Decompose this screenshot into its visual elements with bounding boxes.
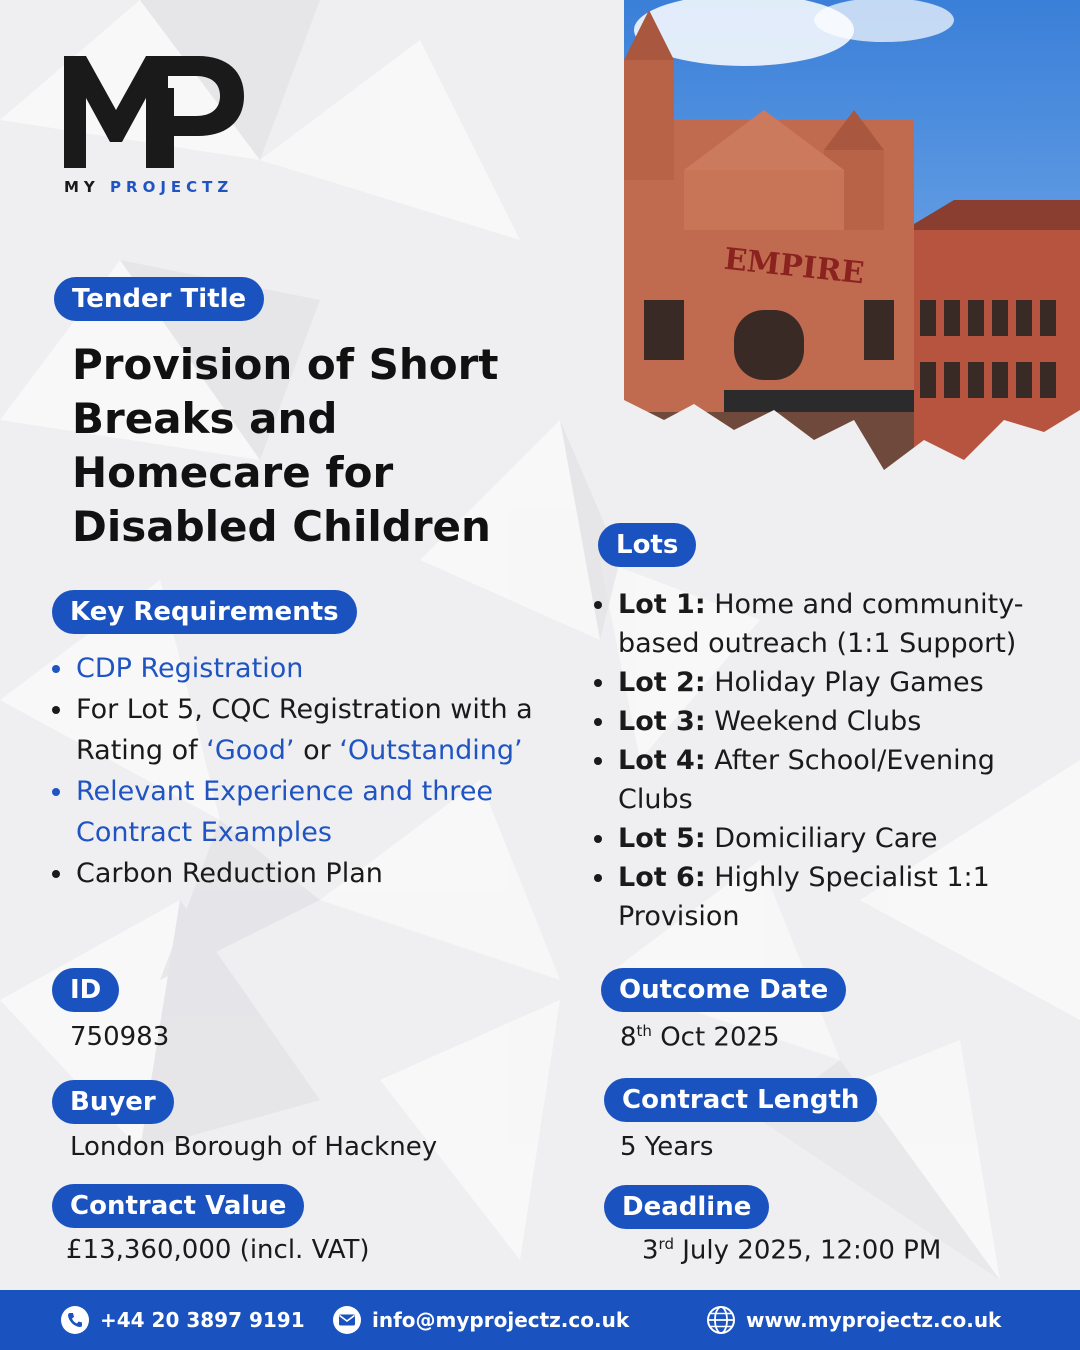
list-item: Lot 6: Highly Specialist 1:1 Provision (590, 858, 1060, 936)
list-item: Lot 4: After School/Evening Clubs (590, 741, 1060, 819)
list-item: Lot 1: Home and community-based outreach (1:1 Support) (590, 585, 1060, 663)
id-value: 750983 (70, 1022, 170, 1052)
mail-icon (332, 1305, 362, 1335)
deadline-value: 3rd July 2025, 12:00 PM (642, 1235, 942, 1266)
list-item: CDP Registration (48, 648, 568, 689)
contract-value: £13,360,000 (incl. VAT) (66, 1235, 370, 1265)
list-item: For Lot 5, CQC Registration with a Rating of ‘Good’ or ‘Outstanding’ (48, 689, 568, 771)
list-item: Lot 5: Domiciliary Care (590, 819, 1060, 858)
footer-email[interactable]: info@myprojectz.co.uk (332, 1290, 629, 1350)
list-item: Carbon Reduction Plan (48, 853, 568, 894)
list-item: Lot 3: Weekend Clubs (590, 702, 1060, 741)
contract-length-value: 5 Years (620, 1132, 714, 1162)
contract-length-label: Contract Length (604, 1078, 877, 1122)
footer-website[interactable]: www.myprojectz.co.uk (706, 1290, 1001, 1350)
footer-phone[interactable]: +44 20 3897 9191 (60, 1290, 305, 1350)
footer-contact-bar (0, 1290, 1080, 1350)
requirements-list (48, 648, 568, 894)
lots-list (590, 585, 1060, 936)
globe-icon (706, 1305, 736, 1335)
phone-icon (60, 1305, 90, 1335)
list-item: Lot 2: Holiday Play Games (590, 663, 1060, 702)
photo-sign-text: EMPIRE (722, 241, 866, 292)
outcome-date-label: Outcome Date (601, 968, 846, 1012)
list-item: Relevant Experience and three Contract Examples (48, 771, 568, 853)
brand-wordmark: MY PROJECTZ (64, 178, 234, 196)
buyer-label: Buyer (52, 1080, 174, 1124)
outcome-date-value: 8th Oct 2025 (620, 1022, 780, 1053)
empire-theatre-photo (624, 0, 1080, 520)
deadline-label: Deadline (604, 1185, 769, 1229)
lots-label: Lots (598, 523, 696, 567)
tender-title-label: Tender Title (54, 277, 264, 321)
tender-title: Provision of Short Breaks and Homecare for Disabled Children (72, 340, 499, 551)
id-label: ID (52, 968, 119, 1012)
key-requirements-label: Key Requirements (52, 590, 357, 634)
contract-value-label: Contract Value (52, 1184, 304, 1228)
buyer-value: London Borough of Hackney (70, 1132, 438, 1162)
